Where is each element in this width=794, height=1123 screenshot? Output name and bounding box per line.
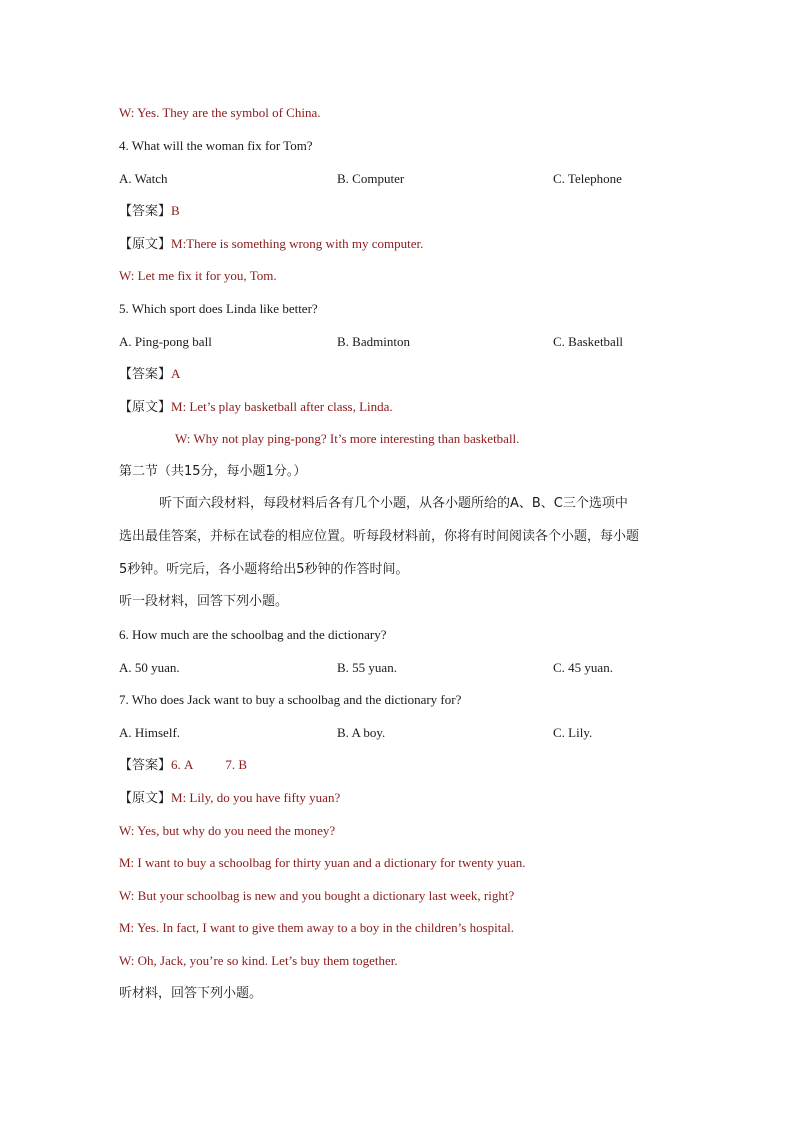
answer-tag: 【答案】 — [119, 367, 172, 382]
option-5a: A. Ping-pong ball — [119, 334, 212, 349]
option-5b: B. Badminton — [337, 334, 410, 349]
option-4c: C. Telephone — [553, 171, 622, 186]
answer-tag: 【答案】 — [119, 204, 172, 219]
dialogue-line: W: Oh, Jack, you’re so kind. Let’s buy them together. — [119, 953, 398, 968]
dialogue-line: W: But your schoolbag is new and you bought a dictionary last week, right? — [119, 888, 515, 903]
question-5: 5. Which sport does Linda like better? — [119, 301, 318, 316]
option-5c: C. Basketball — [553, 334, 624, 349]
source-6-7 — [119, 789, 340, 808]
source-4 — [119, 235, 423, 254]
source-tag: 【原文】 — [119, 237, 172, 252]
source-5 — [119, 398, 393, 417]
listen-prompt: 听材料，回答下列小题。 — [119, 986, 263, 1001]
dialogue-line: M: Yes. In fact, I want to give them away to a boy in the children’s hospital. — [119, 920, 514, 935]
question-7: 7. Who does Jack want to buy a schoolbag and the dictionary for? — [119, 692, 462, 707]
option-6c: C. 45 yuan. — [553, 660, 613, 675]
answer-6-7 — [119, 756, 247, 775]
option-4a: A. Watch — [119, 171, 168, 186]
answer-value-7: 7. B — [225, 757, 248, 772]
option-6b: B. 55 yuan. — [337, 660, 397, 675]
dialogue-line: W: Yes, but why do you need the money? — [119, 823, 336, 838]
answer-5 — [119, 365, 180, 384]
instruction-line: 5秒钟。听完后，各小题将给出5秒钟的作答时间。 — [119, 562, 409, 577]
option-7b: B. A boy. — [337, 725, 386, 740]
option-7c: C. Lily. — [553, 725, 593, 740]
source-text: M:There is something wrong with my computer. — [171, 236, 424, 251]
dialogue-line: W: Why not play ping-pong? It’s more interesting than basketball. — [175, 431, 520, 446]
instruction-line: 听下面六段材料，每段材料后各有几个小题，从各小题所给的A、B、C三个选项中 — [159, 496, 628, 511]
dialogue-line: M: I want to buy a schoolbag for thirty yuan and a dictionary for twenty yuan. — [119, 855, 526, 870]
answer-tag: 【答案】 — [119, 758, 172, 773]
answer-value: B — [171, 203, 180, 218]
answer-value-6: 6. A — [171, 757, 194, 772]
section-heading: 第二节（共15分，每小题1分。） — [119, 464, 307, 479]
question-4: 4. What will the woman fix for Tom? — [119, 138, 313, 153]
dialogue-line: W: Let me fix it for you, Tom. — [119, 268, 277, 283]
dialogue-line: W: Yes. They are the symbol of China. — [119, 105, 321, 120]
question-6: 6. How much are the schoolbag and the dictionary? — [119, 627, 387, 642]
option-7a: A. Himself. — [119, 725, 181, 740]
instruction-line: 选出最佳答案，并标在试卷的相应位置。听每段材料前，你将有时间阅读各个小题，每小题 — [119, 529, 640, 544]
option-6a: A. 50 yuan. — [119, 660, 180, 675]
source-text: M: Lily, do you have fifty yuan? — [171, 790, 341, 805]
source-tag: 【原文】 — [119, 791, 172, 806]
source-text: M: Let’s play basketball after class, Linda. — [171, 399, 393, 414]
answer-4 — [119, 202, 180, 221]
answer-value: A — [171, 366, 181, 381]
source-tag: 【原文】 — [119, 400, 172, 415]
listen-prompt: 听一段材料，回答下列小题。 — [119, 594, 289, 609]
option-4b: B. Computer — [337, 171, 405, 186]
